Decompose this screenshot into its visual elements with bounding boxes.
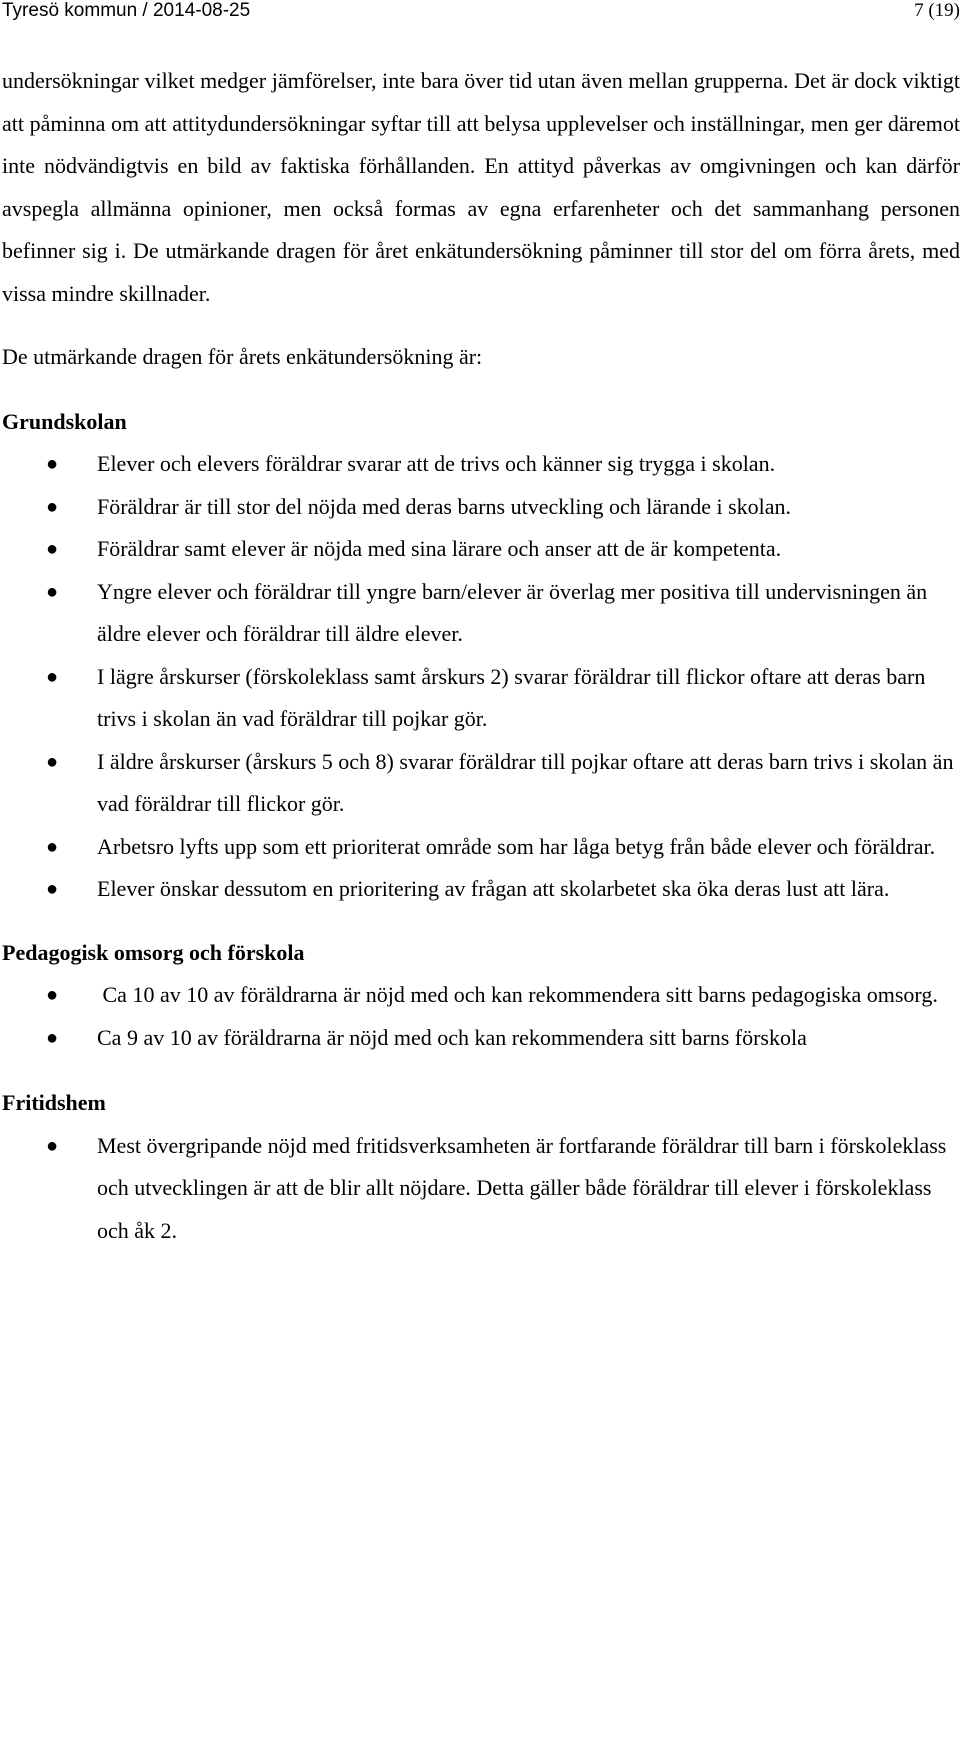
list-item: ● Yngre elever och föräldrar till yngre barn/elever är överlag mer positiva till undervisningen än äldre elever och föräldrar till äldre elever.	[2, 571, 960, 656]
list-item: ● I äldre årskurser (årskurs 5 och 8) svarar föräldrar till pojkar oftare att deras barn trivs i skolan än vad föräldrar till flickor gör.	[2, 741, 960, 826]
grundskolan-list	[2, 443, 960, 911]
fritidshem-list	[2, 1125, 960, 1253]
list-item: ● Mest övergripande nöjd med fritidsverksamheten är fortfarande föräldrar till barn i förskoleklass och utvecklingen är att de blir allt nöjdare. Detta gäller både föräldrar till elever i förskoleklass och åk 2.	[2, 1125, 960, 1253]
bullet-icon: ●	[46, 750, 59, 773]
bullet-icon: ●	[46, 538, 59, 560]
bullet-icon: ●	[46, 495, 59, 518]
lead-paragraph: De utmärkande dragen för årets enkätundersökning är:	[2, 344, 483, 369]
list-item: ● Föräldrar är till stor del nöjda med deras barns utveckling och lärande i skolan.	[2, 486, 960, 529]
bullet-icon: ●	[46, 878, 59, 900]
list-item: ● Ca 9 av 10 av föräldrarna är nöjd med och kan rekommendera sitt barns förskola	[2, 1017, 960, 1060]
page-header	[0, 0, 960, 24]
bullet-icon: ●	[46, 984, 59, 1006]
bullet-icon: ●	[46, 835, 59, 858]
section-heading-fritidshem: Fritidshem	[2, 1090, 106, 1115]
list-item: ● Ca 10 av 10 av föräldrarna är nöjd med och kan rekommendera sitt barns pedagogiska omsorg.	[2, 974, 960, 1017]
pedagogisk-omsorg-list	[2, 974, 960, 1059]
list-item: ● I lägre årskurser (förskoleklass samt årskurs 2) svarar föräldrar till flickor oftare att deras barn trivs i skolan än vad föräldrar till pojkar gör.	[2, 656, 960, 741]
section-heading-grundskolan: Grundskolan	[2, 408, 127, 434]
header-page-number: 7 (19)	[914, 0, 960, 21]
list-item: ● Föräldrar samt elever är nöjda med sina lärare och anser att de är kompetenta.	[2, 528, 960, 571]
bullet-icon: ●	[46, 665, 59, 688]
list-item: ● Arbetsro lyfts upp som ett prioriterat område som har låga betyg från både elever och föräldrar.	[2, 826, 960, 869]
list-item: ● Elever och elevers föräldrar svarar att de trivs och känner sig trygga i skolan.	[2, 443, 960, 486]
document-body	[2, 60, 960, 1252]
bullet-icon: ●	[46, 1026, 59, 1049]
list-item: ● Elever önskar dessutom en prioritering av frågan att skolarbetet ska öka deras lust att lära.	[2, 868, 960, 911]
intro-paragraph: undersökningar vilket medger jämförelser, inte bara över tid utan även mellan grupperna. Det är dock viktigt att påminna om att attitydundersökningar syftar till att belysa upplevelser och inställningar, men ger däremot inte nödvändigtvis en bild av faktiska förhållanden. En attityd påverkas av omgivningen och kan därför avspegla allmänna opinioner, men också formas av egna erfarenheter och det sammanhang personen befinner sig i. De utmärkande dragen för året enkätundersökning påminner till stor del om förra årets, med vissa mindre skillnader.	[2, 68, 960, 306]
bullet-icon: ●	[46, 580, 59, 603]
bullet-icon: ●	[46, 1134, 59, 1157]
bullet-icon: ●	[46, 453, 59, 475]
section-heading-pedagogisk-omsorg: Pedagogisk omsorg och förskola	[2, 939, 305, 965]
header-org-date: Tyresö kommun / 2014-08-25	[2, 0, 251, 21]
